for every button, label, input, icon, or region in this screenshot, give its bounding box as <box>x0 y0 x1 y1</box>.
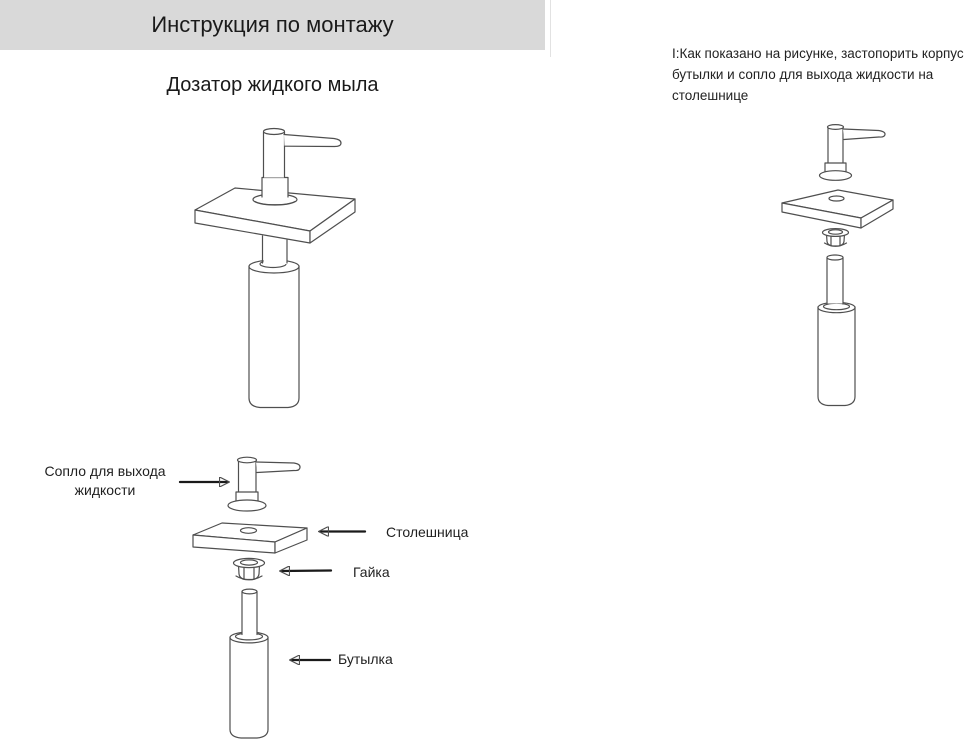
label-nozzle: Сопло для выхода жидкости <box>44 463 166 498</box>
step-instruction-text: I:Как показано на рисунке, застопорить корпус бутылки и сопло для выхода жидкости на столешнице <box>672 46 964 103</box>
exploded-view-labeled-figure <box>193 457 307 738</box>
exploded-bottle <box>230 632 268 738</box>
assembled-bottle <box>249 260 299 408</box>
nut-arrow <box>281 571 331 572</box>
label-nut: Гайка <box>353 564 390 580</box>
exploded-pump-nozzle <box>228 457 300 511</box>
label-bottle: Бутылка <box>338 651 393 667</box>
assembled-dispenser-figure <box>195 129 355 408</box>
step1-nut <box>823 229 849 247</box>
exploded-bottle-tube <box>242 589 257 634</box>
callout-arrows <box>180 482 365 660</box>
product-subtitle: Дозатор жидкого мыла <box>166 74 379 96</box>
step1-bottle <box>818 302 855 405</box>
exploded-countertop <box>193 523 307 553</box>
exploded-nut <box>234 558 265 579</box>
exploded-view-step1-figure <box>782 125 893 406</box>
step1-countertop <box>782 190 893 228</box>
label-countertop: Столешница <box>386 524 469 540</box>
step1-pump-nozzle <box>820 125 886 181</box>
step1-bottle-tube <box>827 255 843 304</box>
page-title: Инструкция по монтажу <box>151 12 394 37</box>
